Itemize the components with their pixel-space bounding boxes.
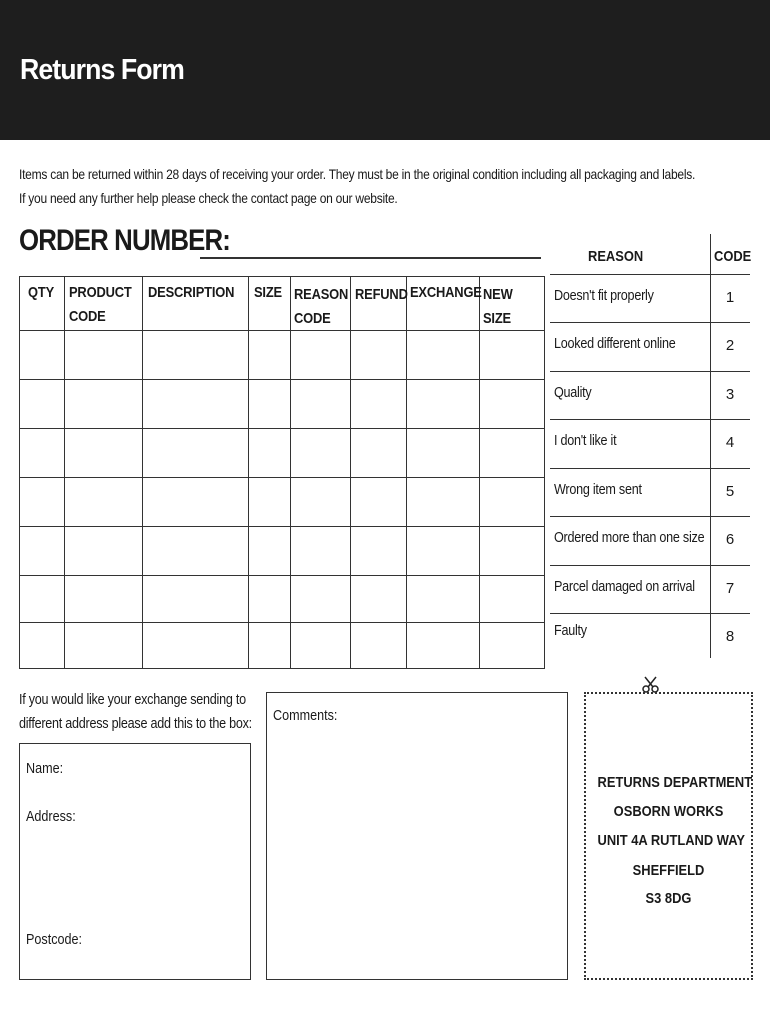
intro-text	[19, 162, 695, 210]
row-divider	[20, 622, 544, 623]
reason-row	[550, 468, 750, 516]
comments-box[interactable]	[266, 692, 568, 980]
reason-row	[550, 565, 750, 613]
column-header-description: DESCRIPTION	[148, 284, 235, 301]
reason-code: 4	[725, 434, 735, 451]
return-address-label	[584, 692, 753, 980]
exchange-address-box[interactable]	[19, 743, 251, 980]
return-address-line: S3 8DG	[645, 890, 692, 907]
reason-code: 8	[725, 628, 735, 645]
row-divider	[20, 575, 544, 576]
return-address-line: UNIT 4A RUTLAND WAY	[597, 832, 745, 849]
order-number-field[interactable]	[200, 257, 541, 259]
exchange-instructions: If you would like your exchange sending to different address please add this to the box:	[19, 691, 252, 732]
row-divider	[20, 477, 544, 478]
reason-code: 6	[725, 531, 735, 548]
reason-code: 7	[725, 580, 735, 597]
reason-row	[550, 613, 750, 658]
reason-code-table	[550, 234, 750, 658]
code-header: CODE	[714, 248, 752, 265]
reason-code: 3	[725, 386, 735, 403]
postcode-label: Postcode:	[26, 931, 83, 948]
column-header-size: SIZE	[254, 284, 282, 301]
reason-text: Ordered more than one size	[554, 529, 705, 546]
reason-text: Looked different online	[554, 335, 676, 352]
row-divider	[20, 379, 544, 380]
return-address-line: OSBORN WORKS	[613, 803, 724, 820]
column-header-reason-code: REASON CODE	[294, 286, 349, 327]
reason-row	[550, 516, 750, 564]
column-header-qty: QTY	[28, 284, 55, 301]
column-header-refund: REFUND	[355, 286, 408, 303]
return-address-line: RETURNS DEPARTMENT	[597, 774, 753, 791]
reason-code: 5	[725, 483, 735, 500]
column-divider	[479, 277, 480, 668]
header-banner	[0, 0, 770, 140]
column-header-new-size: NEW SIZE	[483, 286, 513, 327]
page-title: Returns Form	[20, 54, 184, 86]
reason-row	[550, 274, 750, 322]
return-address-line: SHEFFIELD	[632, 862, 705, 879]
reason-text: I don't like it	[554, 432, 617, 449]
reason-row	[550, 371, 750, 419]
column-divider	[248, 277, 249, 668]
column-divider	[290, 277, 291, 668]
reason-row	[550, 322, 750, 370]
reason-text: Parcel damaged on arrival	[554, 578, 695, 595]
reason-row	[550, 419, 750, 467]
intro-line-2: If you need any further help please check the contact page on our website.	[19, 190, 398, 206]
column-header-exchange: EXCHANGE	[410, 284, 482, 301]
reason-code: 1	[725, 289, 735, 306]
reason-code: 2	[725, 337, 735, 354]
row-divider	[20, 330, 544, 331]
row-divider	[20, 526, 544, 527]
reason-header: REASON	[588, 248, 644, 265]
row-divider	[20, 428, 544, 429]
order-items-table	[19, 276, 545, 669]
address-label: Address:	[26, 808, 76, 825]
column-header-product-code: PRODUCT CODE	[69, 284, 132, 325]
column-divider	[350, 277, 351, 668]
name-label: Name:	[26, 760, 64, 777]
reason-text: Quality	[554, 384, 592, 401]
column-divider	[64, 277, 65, 668]
comments-label: Comments:	[273, 707, 338, 724]
reason-text: Faulty	[554, 622, 587, 639]
reason-text: Wrong item sent	[554, 481, 642, 498]
reason-text: Doesn't fit properly	[554, 287, 654, 304]
order-number-label: ORDER NUMBER:	[19, 224, 230, 257]
column-divider	[142, 277, 143, 668]
column-divider	[406, 277, 407, 668]
intro-line-1: Items can be returned within 28 days of receiving your order. They must be in the original condition including all packaging and labels.	[19, 166, 696, 182]
